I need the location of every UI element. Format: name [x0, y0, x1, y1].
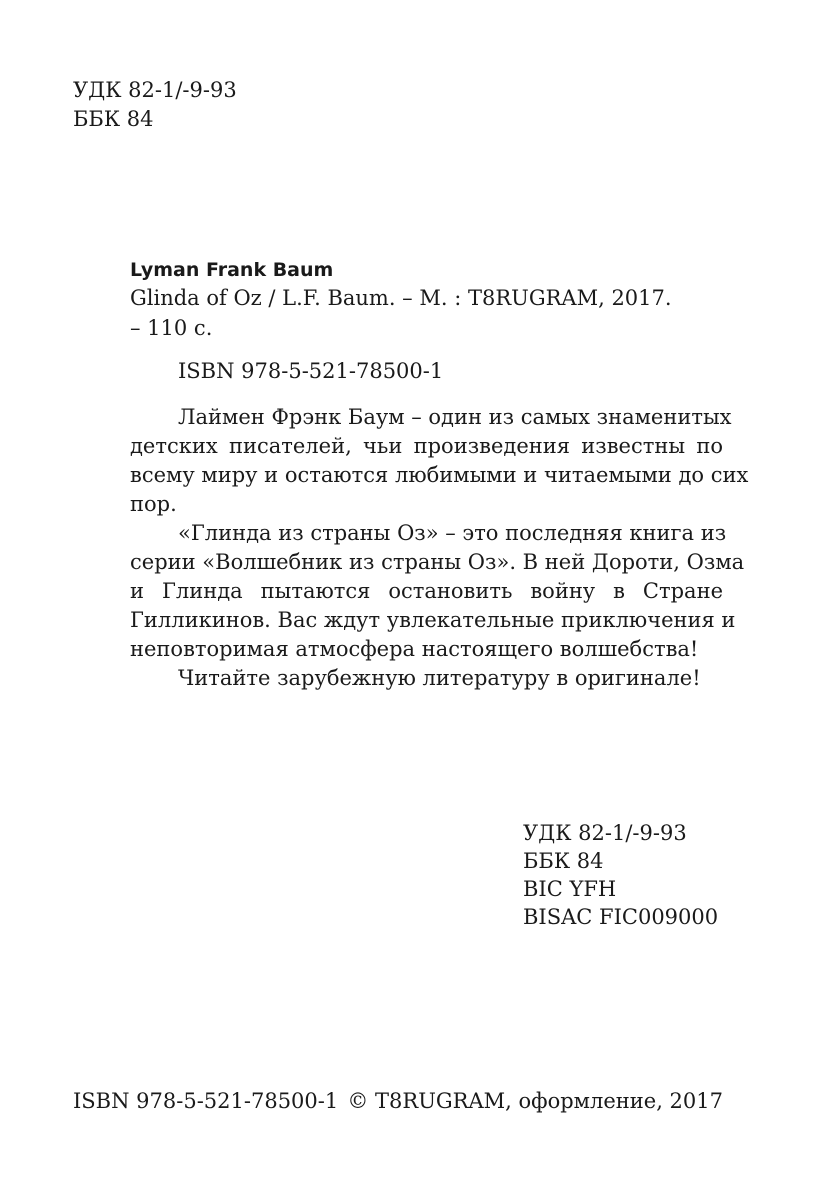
isbn-record: ISBN 978-5-521-78500-1 — [178, 359, 444, 383]
bic-code: BIC YFH — [523, 877, 617, 901]
page-count-line: – 110 с. — [130, 316, 213, 340]
annotation-text — [130, 403, 749, 693]
top-classification-codes — [73, 76, 237, 134]
citation-line: Glinda of Oz / L.F. Baum. – M. : T8RUGRAM, 2017. — [130, 286, 672, 310]
annotation-line: Читайте зарубежную литературу в оригинале! — [178, 666, 701, 690]
annotation-paragraph-2 — [130, 519, 745, 664]
classification-codes — [523, 819, 718, 931]
annotation-line: и Глинда пытаются остановить войну в Стране — [130, 579, 723, 603]
annotation-line: Лаймен Фрэнк Баум – один из самых знаменитых — [178, 405, 732, 429]
copyright-notice: © T8RUGRAM, оформление, 2017 — [347, 1089, 723, 1113]
footer-isbn: ISBN 978-5-521-78500-1 — [73, 1089, 339, 1113]
annotation-line: серии «Волшебник из страны Оз». В ней Дороти, Озма — [130, 550, 745, 574]
annotation-line: «Глинда из страны Оз» – это последняя книга из — [178, 521, 727, 545]
udk-code: УДК 82-1/-9-93 — [523, 821, 687, 845]
annotation-line: детских писателей, чьи произведения известны по — [130, 434, 723, 458]
footer — [73, 1087, 723, 1115]
annotation-paragraph-1 — [130, 403, 749, 519]
annotation-line: Гилликинов. Вас ждут увлекательные приключения и — [130, 608, 736, 632]
bbk-code: ББК 84 — [523, 849, 604, 873]
udk-code: УДК 82-1/-9-93 — [73, 78, 237, 102]
annotation-line: неповторимая атмосфера настоящего волшебства! — [130, 637, 699, 661]
annotation-line: всему миру и остаются любимыми и читаемыми до сих — [130, 463, 749, 487]
author-name: Lyman Frank Baum — [130, 259, 334, 281]
annotation-line: пор. — [130, 492, 177, 516]
bisac-code: BISAC FIC009000 — [523, 905, 719, 929]
bbk-code: ББК 84 — [73, 107, 154, 131]
bibliographic-record — [130, 284, 672, 344]
annotation-paragraph-3 — [130, 664, 723, 693]
